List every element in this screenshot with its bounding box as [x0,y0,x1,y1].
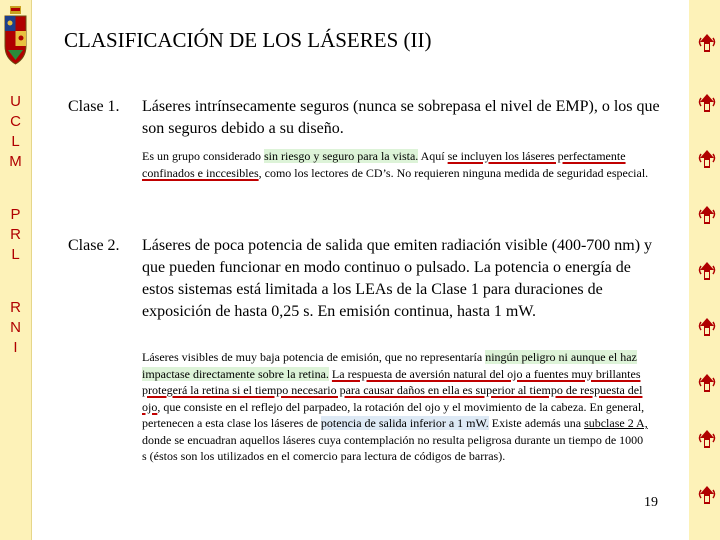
clase-2-text: Láseres de poca potencia de salida que emiten radiación visible (400-700 nm) y que pueden funcionar en modo continuo o pulsado. La potencia o energía de estos sistemas está limitada a los LEAs de la Clase 1 para duraciones de exposición de hasta 0,25 s. En emisión continua, hasta 1 mW. [142,237,653,320]
left-sidebar [0,0,32,540]
underlined-text: La respuesta de aversión natural del ojo a fuentes muy brillantes protegerá la retina si el tiempo necesario para causar daños en ella es superior al tiempo de respuesta del ojo [142,366,643,414]
clase-1-number: Clase 1. [68,98,120,115]
side-letter: L [11,246,20,263]
page-number: 19 [644,495,658,510]
ornament-icon [696,204,718,226]
ornament-icon [696,428,718,450]
clase-1-block [68,96,668,142]
side-letter: M [9,153,22,170]
note-text: Láseres visibles de muy baja potencia de emisión, que no representaría [142,350,486,364]
clase-2-block [68,235,668,345]
coat-of-arms-icon [2,6,29,72]
highlight-text: ningún peligro ni aunque el haz impactase directamente sobre la retina. [142,350,637,381]
ornament-icon [696,316,718,338]
side-letter: U [10,93,21,110]
clase-2-number: Clase 2. [68,237,120,254]
underlined-text: se incluyen los láseres perfectamente confinados e inccesibles [142,149,626,180]
side-letter: N [10,319,21,336]
note-text: Aquí [418,149,448,163]
note-text: Existe además una [488,416,585,430]
highlight-text: potencia de salida inferior a 1 mW. [320,416,489,430]
underlined-text: subclase 2 A, [584,416,648,430]
ornament-icon [696,32,718,54]
ornament-icon [696,372,718,394]
clase-2-note [142,349,650,465]
highlight-text: sin riesgo y seguro para la vista. [263,149,419,163]
side-letter: P [10,206,21,223]
side-letter: I [13,339,18,356]
ornament-icon [696,148,718,170]
ornament-icon [696,484,718,506]
side-letter: R [10,226,21,243]
clase-1-note [142,148,650,181]
note-text: Es un grupo considerado [142,149,264,163]
side-letter: C [10,113,21,130]
ornament-icon [696,92,718,114]
ornament-icon [696,260,718,282]
note-text: , como los lectores de CD’s. No requieren ninguna medida de seguridad especial. [258,165,649,180]
note-text: , que consiste en el reflejo del parpadeo, la rotación del ojo y el movimiento de la cabeza. En general, pertenecen a esta clase los láseres de [142,399,645,430]
side-letter: R [10,299,21,316]
slide-title: CLASIFICACIÓN DE LOS LÁSERES (II) [64,28,432,52]
clase-1-text: Láseres intrínsecamente seguros (nunca se sobrepasa el nivel de EMP), o los que son seguros debido a su diseño. [142,98,660,137]
note-text: donde se encuadran aquellos láseres cuya contemplación no resulta peligrosa durante un tiempo de 1000 s (éstos son los utilizados en el comercio para lectura de códigos de barras). [142,432,644,463]
side-letter: L [11,133,20,150]
